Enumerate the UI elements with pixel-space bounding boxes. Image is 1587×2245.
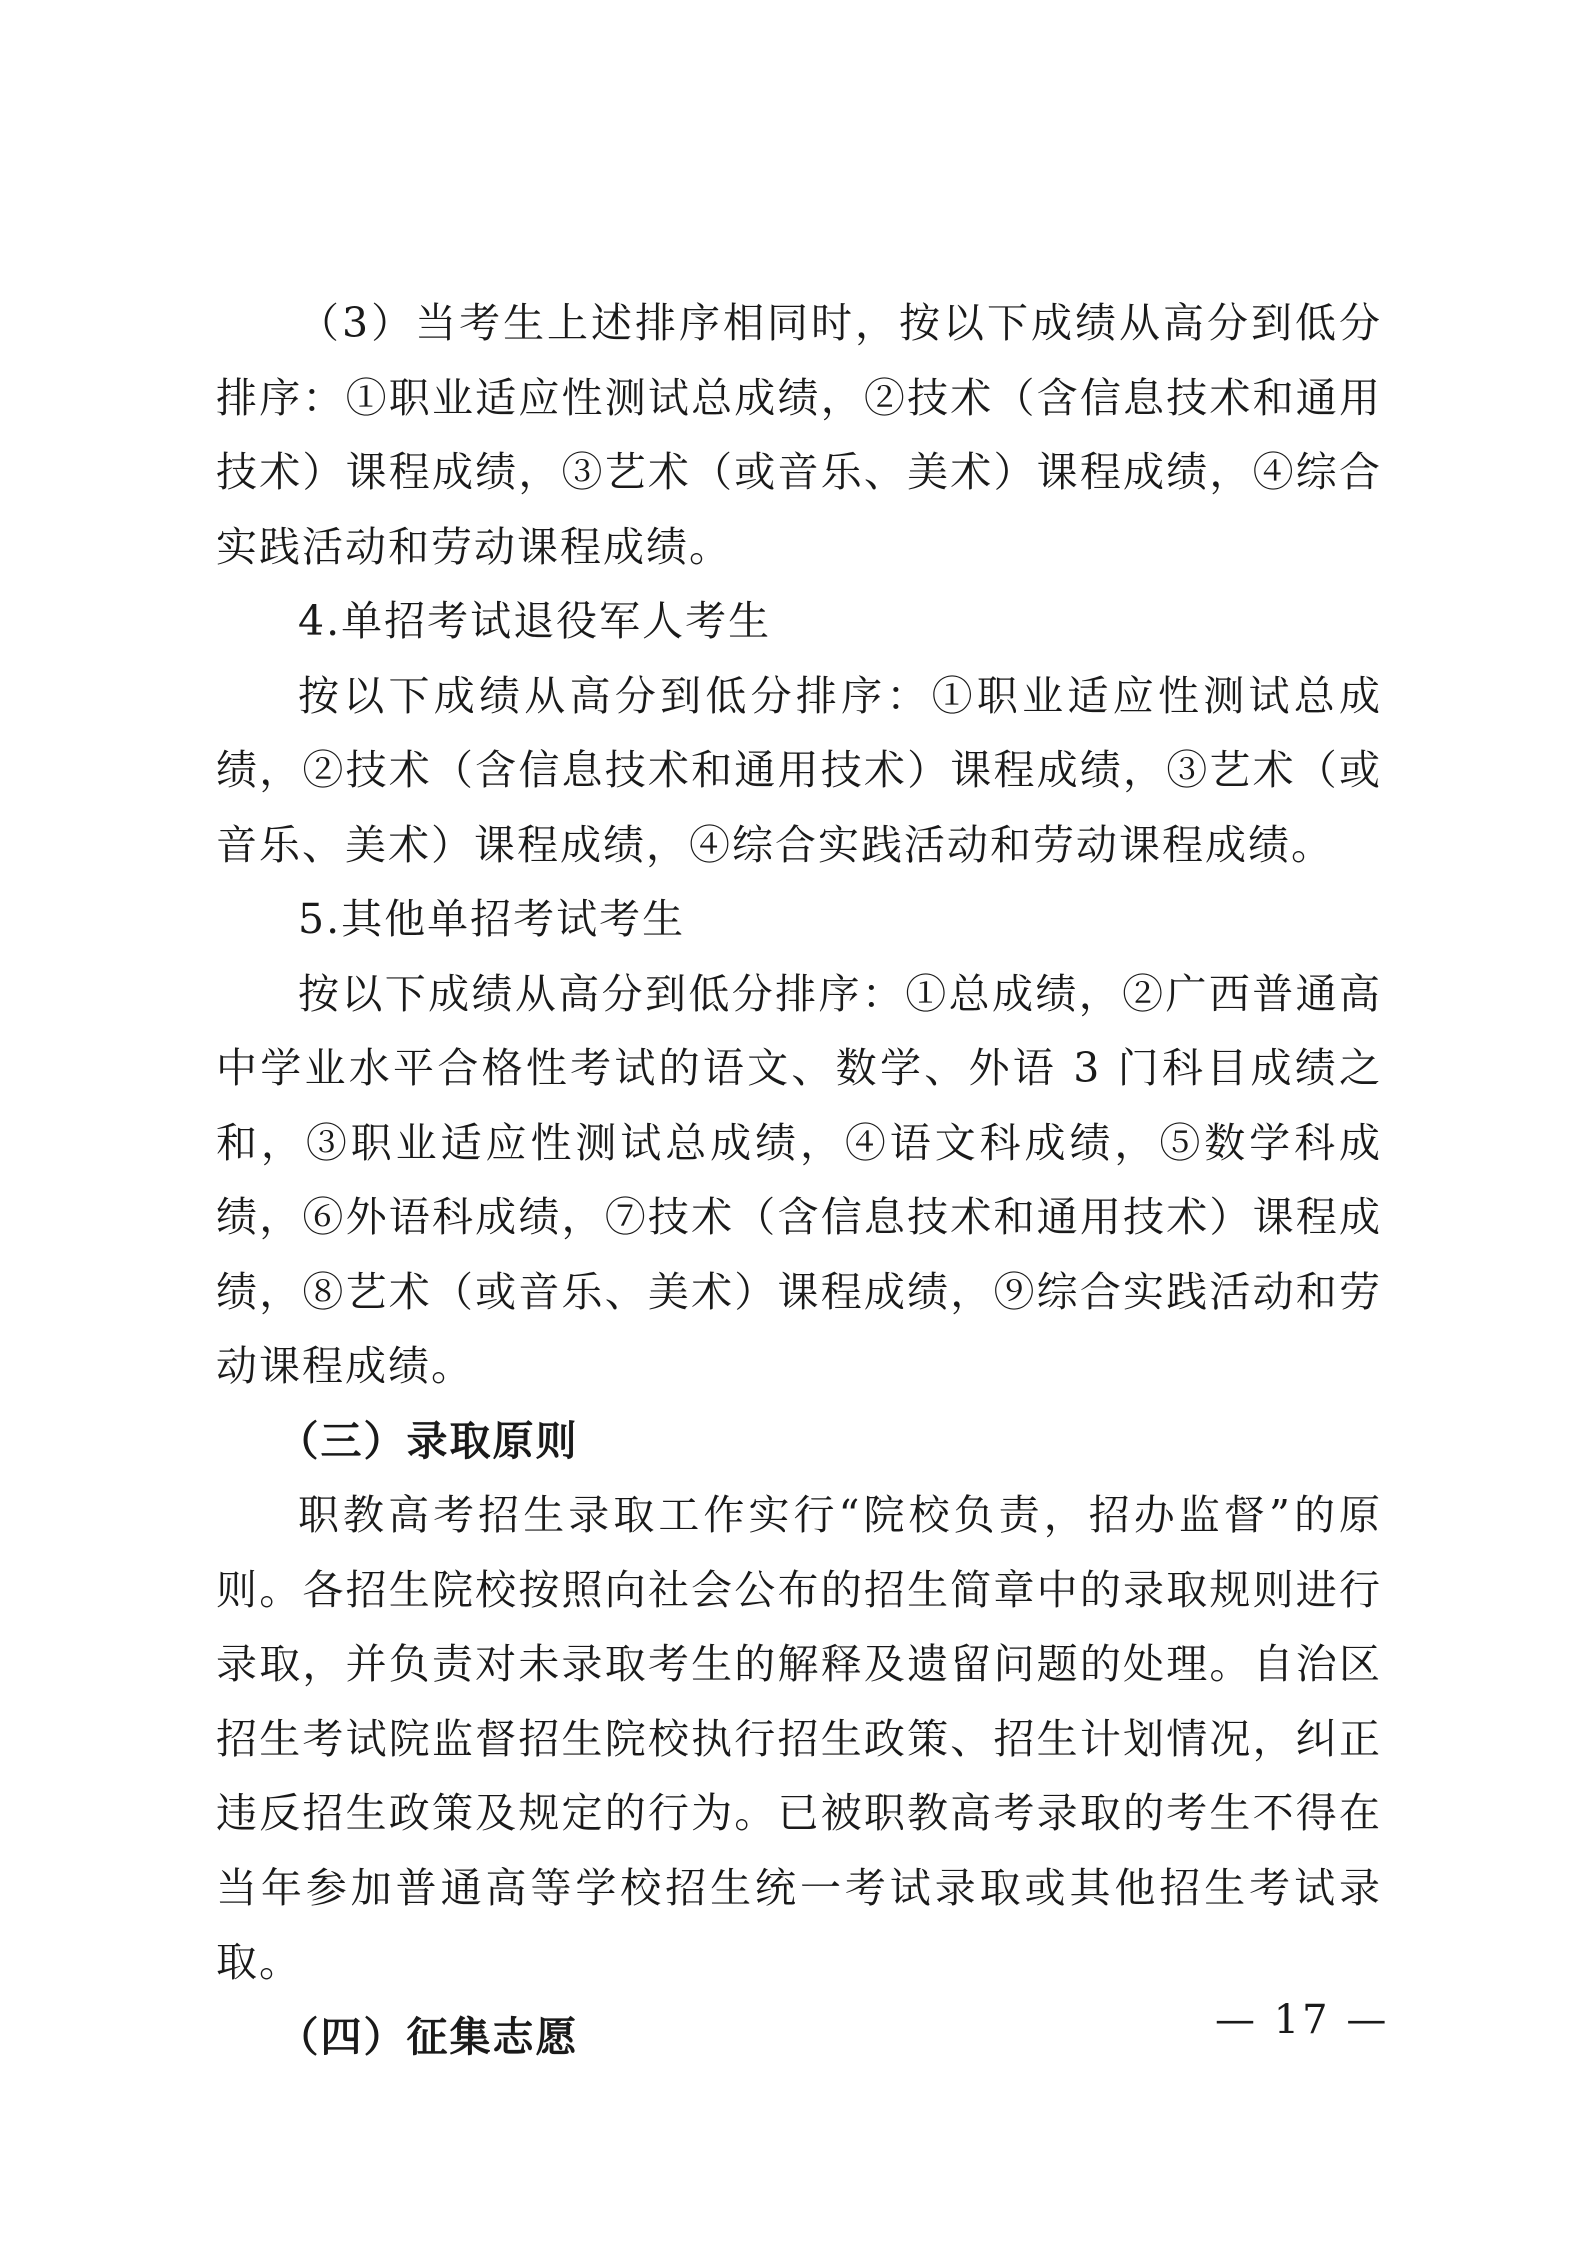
heading-veteran-candidates: 4.单招考试退役军人考生 [298,597,772,645]
paragraph-veteran-ranking: 按以下成绩从高分到低分排序：①职业适应性测试总成绩，②技术（含信息技术和通用技术）课程成绩，③艺术（或音乐、美术）课程成绩，④综合实践活动和劳动课程成绩。 [216,671,1382,869]
document-body [216,286,1382,2074]
paragraph-other-ranking: 按以下成绩从高分到低分排序：①总成绩，②广西普通高中学业水平合格性考试的语文、数学、外语 3 门科目成绩之和，③职业适应性测试总成绩，④语文科成绩，⑤数学科成绩，⑥外语科成绩，⑦技术（含信息技术和通用技术）课程成绩，⑧艺术（或音乐、美术）课程成绩，⑨综合实践活动和劳动课程成绩。 [216,969,1382,1390]
page-number: — 17 — [1215,1997,1390,2043]
paragraph-admission-principles: 职教高考招生录取工作实行“院校负责，招办监督”的原则。各招生院校按照向社会公布的招生简章中的录取规则进行录取，并负责对未录取考生的解释及遗留问题的处理。自治区招生考试院监督招生院校执行招生政策、招生计划情况，纠正违反招生政策及规定的行为。已被职教高考录取的考生不得在当年参加普通高等学校招生统一考试录取或其他招生考试录取。 [216,1491,1382,1986]
paragraph-ranking-tiebreak: （3）当考生上述排序相同时，按以下成绩从高分到低分排序：①职业适应性测试总成绩，②技术（含信息技术和通用技术）课程成绩，③艺术（或音乐、美术）课程成绩，④综合实践活动和劳动课程成绩。 [216,299,1382,571]
heading-supplementary-applications: （四）征集志愿 [277,2012,579,2061]
heading-admission-principles: （三）录取原则 [277,1416,579,1465]
heading-other-candidates: 5.其他单招考试考生 [298,895,686,943]
